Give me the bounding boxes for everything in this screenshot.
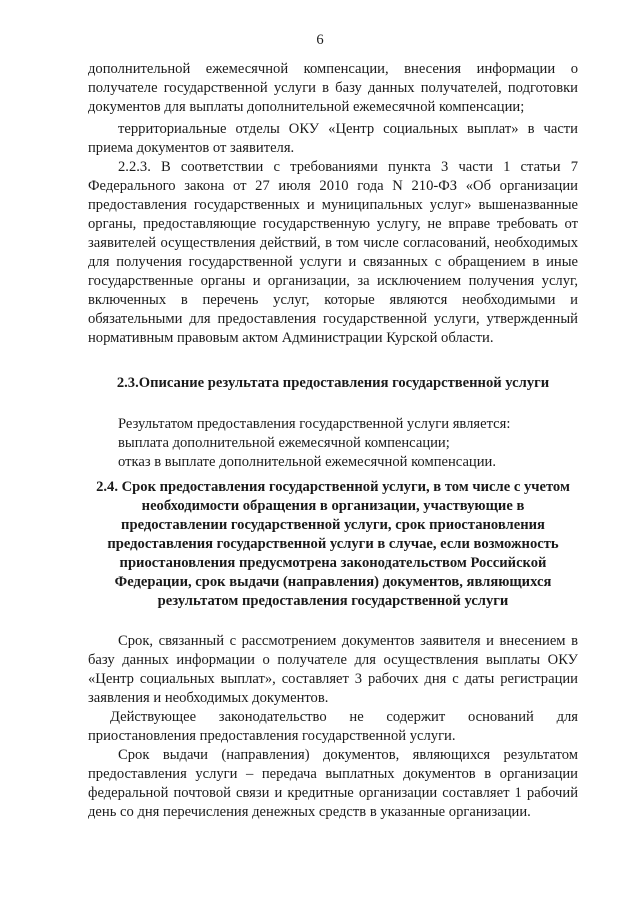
section-2-2 xyxy=(88,60,578,348)
paragraph-territorial-offices: территориальные отделы ОКУ «Центр социальных выплат» в части приема документов от заявителя. xyxy=(88,121,578,156)
paragraph-legislation: Действующее законодательство не содержит оснований для приостановления предоставления государственной услуги. xyxy=(88,709,578,744)
section-2-4-body xyxy=(88,632,578,822)
paragraph-continuation: дополнительной ежемесячной компенсации, внесения информации о получателе государственной услуги в базу данных получателей, подготовки документов для выплаты дополнительной ежемесячной компенсации; xyxy=(88,61,578,115)
result-list xyxy=(88,415,578,472)
section-2-3 xyxy=(88,374,578,472)
section-2-4 xyxy=(88,478,578,611)
result-line-payment: выплата дополнительной ежемесячной компенсации; xyxy=(118,435,450,451)
paragraph-srok: Срок, связанный с рассмотрением документов заявителя и внесением в базу данных информации о получателе для осуществления выплаты ОКУ «Центр социальных выплат», составляет 3 рабочих дня с даты регистрации заявления и необходимых документов. xyxy=(88,633,578,706)
page-number: 6 xyxy=(316,32,324,48)
result-line-intro: Результатом предоставления государственной услуги является: xyxy=(118,416,511,432)
paragraph-issue-term: Срок выдачи (направления) документов, являющихся результатом предоставления услуги – передача выплатных документов в организации федеральной почтовой связи и кредитные организации составляет 1 рабочий день со дня перечисления денежных средств в указанные организации. xyxy=(88,747,578,820)
paragraph-2-2-3: 2.2.3. В соответствии с требованиями пункта 3 части 1 статьи 7 Федерального закона от 27 июля 2010 года N 210-ФЗ «Об организации предоставления государственных и муниципальных услуг» вышеназванные органы, предоставляющие государственную услугу, не вправе требовать от заявителей осуществления действий, в том числе согласований, необходимых для получения государственной услуги и связанных с обращением в иные государственные органы и организации, за исключением получения услуг, включенных в перечень услуг, которые являются необходимыми и обязательными для предоставления государственной услуги, утвержденный нормативным правовым актом Администрации Курской области. xyxy=(88,159,578,346)
heading-2-4: 2.4. Срок предоставления государственной услуги, в том числе с учетом необходимости обращения в организации, участвующие в предоставлении государственной услуги, срок приостановления предоставления государственной услуги в случае, если возможность приостановления предусмотрена законодательством Российской Федерации, срок выдачи (направления) документов, являющихся результатом предоставления государственной услуги xyxy=(96,479,570,609)
result-line-refusal: отказ в выплате дополнительной ежемесячной компенсации. xyxy=(118,454,496,470)
heading-2-3: 2.3.Описание результата предоставления государственной услуги xyxy=(116,375,550,391)
